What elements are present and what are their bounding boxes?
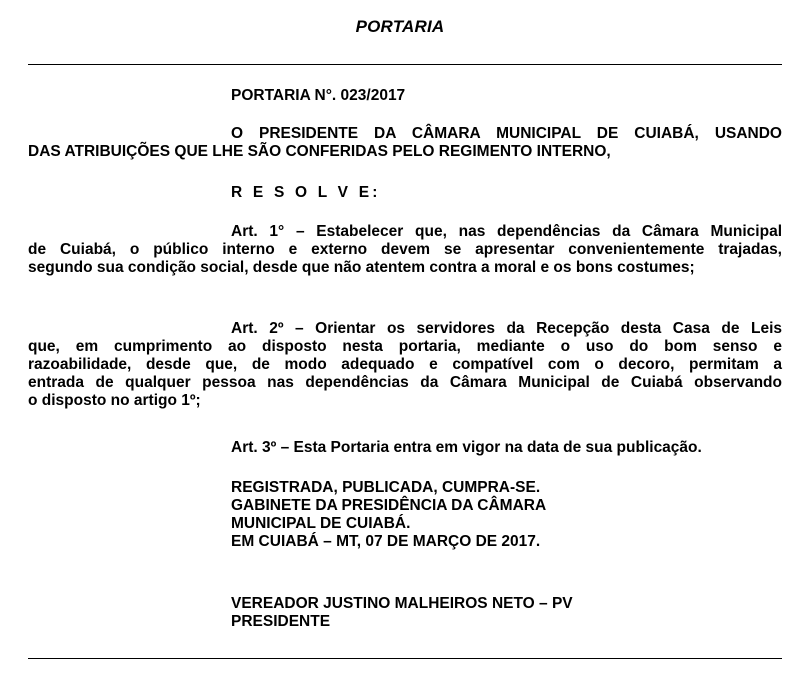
art1-line-2: de Cuiabá, o público interno e externo devem se apresentar convenientemente trajadas, [28,241,782,258]
art3-text: Art. 3º – Esta Portaria entra em vigor na data de sua publicação. [231,439,702,456]
closing-line-4: EM CUIABÁ – MT, 07 DE MARÇO DE 2017. [231,533,541,550]
art2-line-4: entrada de qualquer pessoa nas dependências da Câmara Municipal de Cuiabá observando [28,374,782,391]
art2-line-5: o disposto no artigo 1º; [28,392,201,409]
preamble-line-1: O PRESIDENTE DA CÂMARA MUNICIPAL DE CUIABÁ, USANDO [231,125,782,142]
signature-role: PRESIDENTE [231,613,331,630]
bottom-divider [28,658,782,659]
art2-line-3: razoabilidade, desde que, de modo adequado e compatível com o decoro, permitam a [28,356,782,373]
resolve-heading: R E S O L V E: [231,184,381,201]
art2-line-2: que, em cumprimento ao disposto nesta portaria, mediante o uso do bom senso e [28,338,782,355]
top-divider [28,64,782,65]
preamble-line-2: DAS ATRIBUIÇÕES QUE LHE SÃO CONFERIDAS PELO REGIMENTO INTERNO, [28,143,611,160]
art2-line-1: Art. 2º – Orientar os servidores da Recepção desta Casa de Leis [231,320,782,337]
closing-line-2: GABINETE DA PRESIDÊNCIA DA CÂMARA [231,497,547,514]
closing-line-1: REGISTRADA, PUBLICADA, CUMPRA-SE. [231,479,541,496]
portaria-number: PORTARIA N°. 023/2017 [231,87,406,104]
closing-line-3: MUNICIPAL DE CUIABÁ. [231,515,411,532]
art1-line-1: Art. 1° – Estabelecer que, nas dependências da Câmara Municipal [231,223,782,240]
art1-line-3: segundo sua condição social, desde que não atentem contra a moral e os bons costumes; [28,259,695,276]
signature-name: VEREADOR JUSTINO MALHEIROS NETO – PV [231,595,573,612]
document-title: PORTARIA [355,17,445,36]
